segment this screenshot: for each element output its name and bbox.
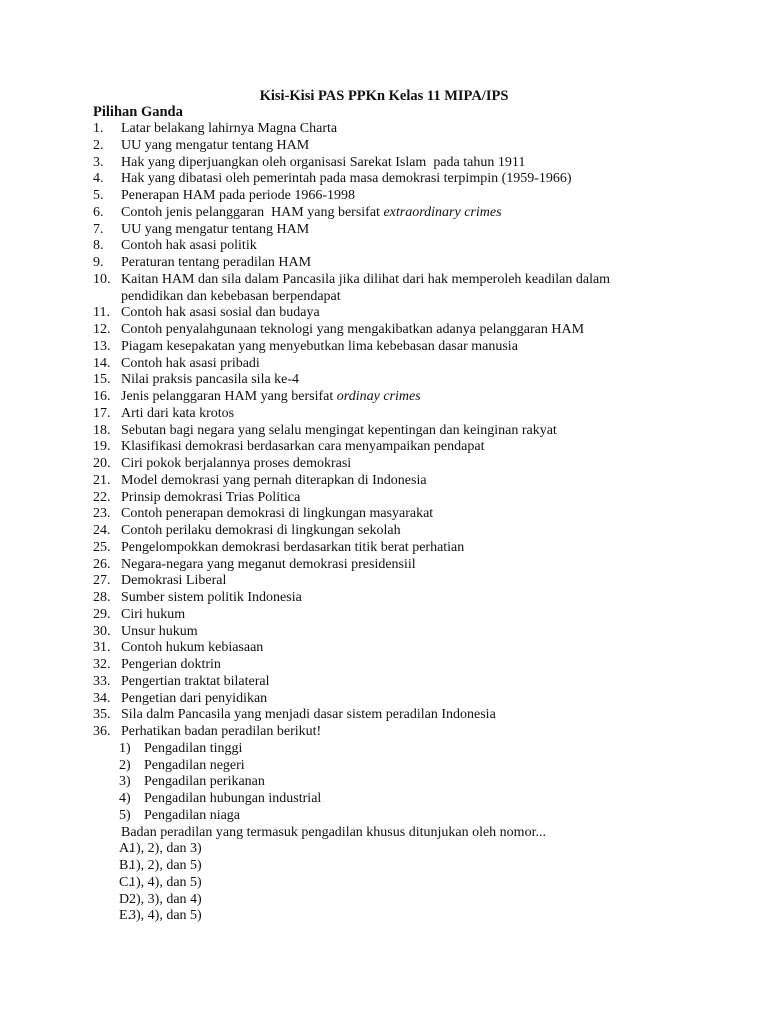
page-title: Kisi-Kisi PAS PPKn Kelas 11 MIPA/IPS xyxy=(259,88,509,104)
option-letter: D. xyxy=(119,891,133,907)
question-number: 33. xyxy=(93,673,111,689)
question-item xyxy=(0,590,768,607)
court-item-text: Pengadilan negeri xyxy=(144,757,245,773)
question-item xyxy=(0,456,768,473)
option-letter: B. xyxy=(119,858,132,873)
question-text: Klasifikasi demokrasi berdasarkan cara menyampaikan pendapat xyxy=(121,439,485,455)
question-number: 11. xyxy=(93,305,110,321)
question-item xyxy=(0,473,768,490)
question-item xyxy=(0,406,768,423)
question-item xyxy=(0,138,768,155)
question-number: 3. xyxy=(93,154,104,170)
option-text: 1), 2), dan 5) xyxy=(129,858,202,873)
question-number: 7. xyxy=(93,221,104,237)
question-item xyxy=(0,691,768,708)
question-text: Model demokrasi yang pernah diterapkan di Indonesia xyxy=(121,472,427,488)
court-item-text: Pengadilan hubungan industrial xyxy=(144,791,322,806)
question-stem: Badan peradilan yang termasuk pengadilan khusus ditunjukan oleh nomor... xyxy=(121,824,546,840)
question-number: 31. xyxy=(93,640,111,656)
question-text: Pengerian doktrin xyxy=(121,657,221,672)
answer-option xyxy=(0,875,768,892)
answer-option xyxy=(0,908,768,925)
question-text: Kaitan HAM dan sila dalam Pancasila jika dilihat dari hak memperoleh keadilan dalam xyxy=(121,271,611,287)
question-number: 22. xyxy=(93,489,111,505)
question-item xyxy=(0,272,768,306)
question-number: 17. xyxy=(93,405,111,421)
question-number: 32. xyxy=(93,657,111,672)
question-text: Pengertian traktat bilateral xyxy=(121,673,270,689)
question-text: Arti dari kata krotos xyxy=(121,405,235,421)
answer-option xyxy=(0,841,768,858)
question-item xyxy=(0,439,768,456)
question-number: 1. xyxy=(93,121,104,136)
option-letter: A. xyxy=(119,841,133,857)
question-text: Hak yang diperjuangkan oleh organisasi Sarekat Islam pada tahun 1911 xyxy=(121,154,526,170)
question-text: Contoh jenis pelanggaran HAM yang bersifat xyxy=(121,204,384,220)
question-number: 15. xyxy=(93,372,111,388)
question-number: 28. xyxy=(93,590,111,605)
question-item xyxy=(0,305,768,322)
court-item-text: Pengadilan tinggi xyxy=(144,740,243,756)
question-number: 26. xyxy=(93,556,111,572)
question-item xyxy=(0,188,768,205)
question-item xyxy=(0,557,768,574)
court-list-item xyxy=(0,758,768,775)
question-item xyxy=(0,506,768,523)
answer-option xyxy=(0,858,768,875)
question-item xyxy=(0,724,768,741)
question-text: Contoh penerapan demokrasi di lingkungan masyarakat xyxy=(121,506,434,522)
question-number: 12. xyxy=(93,322,111,337)
question-text: Unsur hukum xyxy=(121,623,198,639)
question-text: Penerapan HAM pada periode 1966-1998 xyxy=(121,188,356,203)
question-number: 14. xyxy=(93,355,111,371)
question-text-continuation: pendidikan dan kebebasan berpendapat xyxy=(121,288,341,304)
question-text: Peraturan tentang peradilan HAM xyxy=(121,255,312,270)
option-text: 3), 4), dan 5) xyxy=(129,908,202,924)
question-item xyxy=(0,640,768,657)
question-item xyxy=(0,372,768,389)
question-text: UU yang mengatur tentang HAM xyxy=(121,137,310,153)
question-list xyxy=(0,121,768,925)
question-text: Contoh perilaku demokrasi di lingkungan sekolah xyxy=(121,523,401,538)
question-number: 20. xyxy=(93,456,111,471)
question-text: Perhatikan badan peradilan berikut! xyxy=(121,724,322,739)
question-number: 18. xyxy=(93,422,111,438)
question-number: 2. xyxy=(93,137,104,153)
question-number: 6. xyxy=(93,204,104,220)
court-item-number: 5) xyxy=(119,807,131,823)
question-text: Contoh hak asasi sosial dan budaya xyxy=(121,305,320,321)
question-item xyxy=(0,657,768,674)
option-letter: C. xyxy=(119,874,132,890)
question-item xyxy=(0,255,768,272)
question-number: 36. xyxy=(93,724,111,739)
question-text: Sila dalm Pancasila yang menjadi dasar sistem peradilan Indonesia xyxy=(121,707,496,723)
question-number: 30. xyxy=(93,623,111,639)
question-item xyxy=(0,205,768,222)
question-number: 24. xyxy=(93,523,111,538)
question-item xyxy=(0,540,768,557)
question-item xyxy=(0,339,768,356)
question-item xyxy=(0,222,768,239)
question-italic-term: ordinay crimes xyxy=(336,389,421,404)
question-item xyxy=(0,674,768,691)
question-text: Sumber sistem politik Indonesia xyxy=(121,590,302,605)
question-number: 27. xyxy=(93,573,111,589)
question-item xyxy=(0,389,768,406)
question-text: Sebutan bagi negara yang selalu mengingat kepentingan dan keinginan rakyat xyxy=(121,422,557,438)
question-item xyxy=(0,423,768,440)
question-text: Contoh hukum kebiasaan xyxy=(121,640,264,656)
question-item xyxy=(0,155,768,172)
question-text: Negara-negara yang meganut demokrasi presidensiil xyxy=(121,556,416,572)
question-item xyxy=(0,573,768,590)
option-letter: E. xyxy=(119,908,132,924)
question-text: Jenis pelanggaran HAM yang bersifat xyxy=(121,389,337,404)
question-number: 29. xyxy=(93,606,111,622)
question-item xyxy=(0,121,768,138)
question-number: 5. xyxy=(93,188,104,203)
question-text: Contoh hak asasi pribadi xyxy=(121,355,260,371)
court-list-item xyxy=(0,741,768,758)
question-item xyxy=(0,322,768,339)
question-text: Contoh hak asasi politik xyxy=(121,238,257,254)
question-text: UU yang mengatur tentang HAM xyxy=(121,221,310,237)
question-number: 21. xyxy=(93,472,111,488)
question-item xyxy=(0,356,768,373)
question-item xyxy=(0,238,768,255)
question-text: Hak yang dibatasi oleh pemerintah pada masa demokrasi terpimpin (1959-1966) xyxy=(121,171,572,187)
question-text: Nilai praksis pancasila sila ke-4 xyxy=(121,372,300,388)
question-item xyxy=(0,523,768,540)
question-text: Pengelompokkan demokrasi berdasarkan titik berat perhatian xyxy=(121,539,465,555)
court-item-text: Pengadilan perikanan xyxy=(144,774,265,790)
question-item xyxy=(0,171,768,188)
question-number: 16. xyxy=(93,389,111,404)
court-list-item xyxy=(0,774,768,791)
court-item-number: 1) xyxy=(119,740,131,756)
question-item xyxy=(0,607,768,624)
question-number: 35. xyxy=(93,707,111,723)
question-number: 10. xyxy=(93,271,111,287)
option-text: 1), 2), dan 3) xyxy=(129,841,202,857)
question-item xyxy=(0,624,768,641)
question-text: Piagam kesepakatan yang menyebutkan lima kebebasan dasar manusia xyxy=(121,338,518,354)
question-italic-term: extraordinary crimes xyxy=(383,204,502,220)
question-number: 34. xyxy=(93,690,111,706)
option-text: 2), 3), dan 4) xyxy=(129,891,202,907)
court-item-text: Pengadilan niaga xyxy=(144,807,241,823)
question-number: 4. xyxy=(93,171,104,187)
court-item-number: 2) xyxy=(119,757,131,773)
question-text: Ciri hukum xyxy=(121,606,186,622)
question-number: 23. xyxy=(93,506,111,522)
court-list-item xyxy=(0,791,768,808)
court-item-number: 3) xyxy=(119,774,131,790)
court-item-number: 4) xyxy=(119,791,131,806)
option-text: 1), 4), dan 5) xyxy=(129,874,202,890)
question-text: Contoh penyalahgunaan teknologi yang mengakibatkan adanya pelanggaran HAM xyxy=(121,322,585,337)
question-number: 13. xyxy=(93,338,111,354)
question-number: 8. xyxy=(93,238,104,254)
answer-option xyxy=(0,892,768,909)
question-text: Latar belakang lahirnya Magna Charta xyxy=(121,121,338,136)
court-list-item xyxy=(0,808,768,825)
question-number: 9. xyxy=(93,255,104,270)
question-text: Pengetian dari penyidikan xyxy=(121,690,268,706)
question-text: Demokrasi Liberal xyxy=(121,573,227,589)
question-text: Ciri pokok berjalannya proses demokrasi xyxy=(121,456,352,471)
section-heading: Pilihan Ganda xyxy=(93,104,183,120)
question-number: 25. xyxy=(93,539,111,555)
question-item xyxy=(0,707,768,724)
question-item xyxy=(0,490,768,507)
question-text: Prinsip demokrasi Trias Politica xyxy=(121,489,301,505)
question-number: 19. xyxy=(93,439,111,455)
